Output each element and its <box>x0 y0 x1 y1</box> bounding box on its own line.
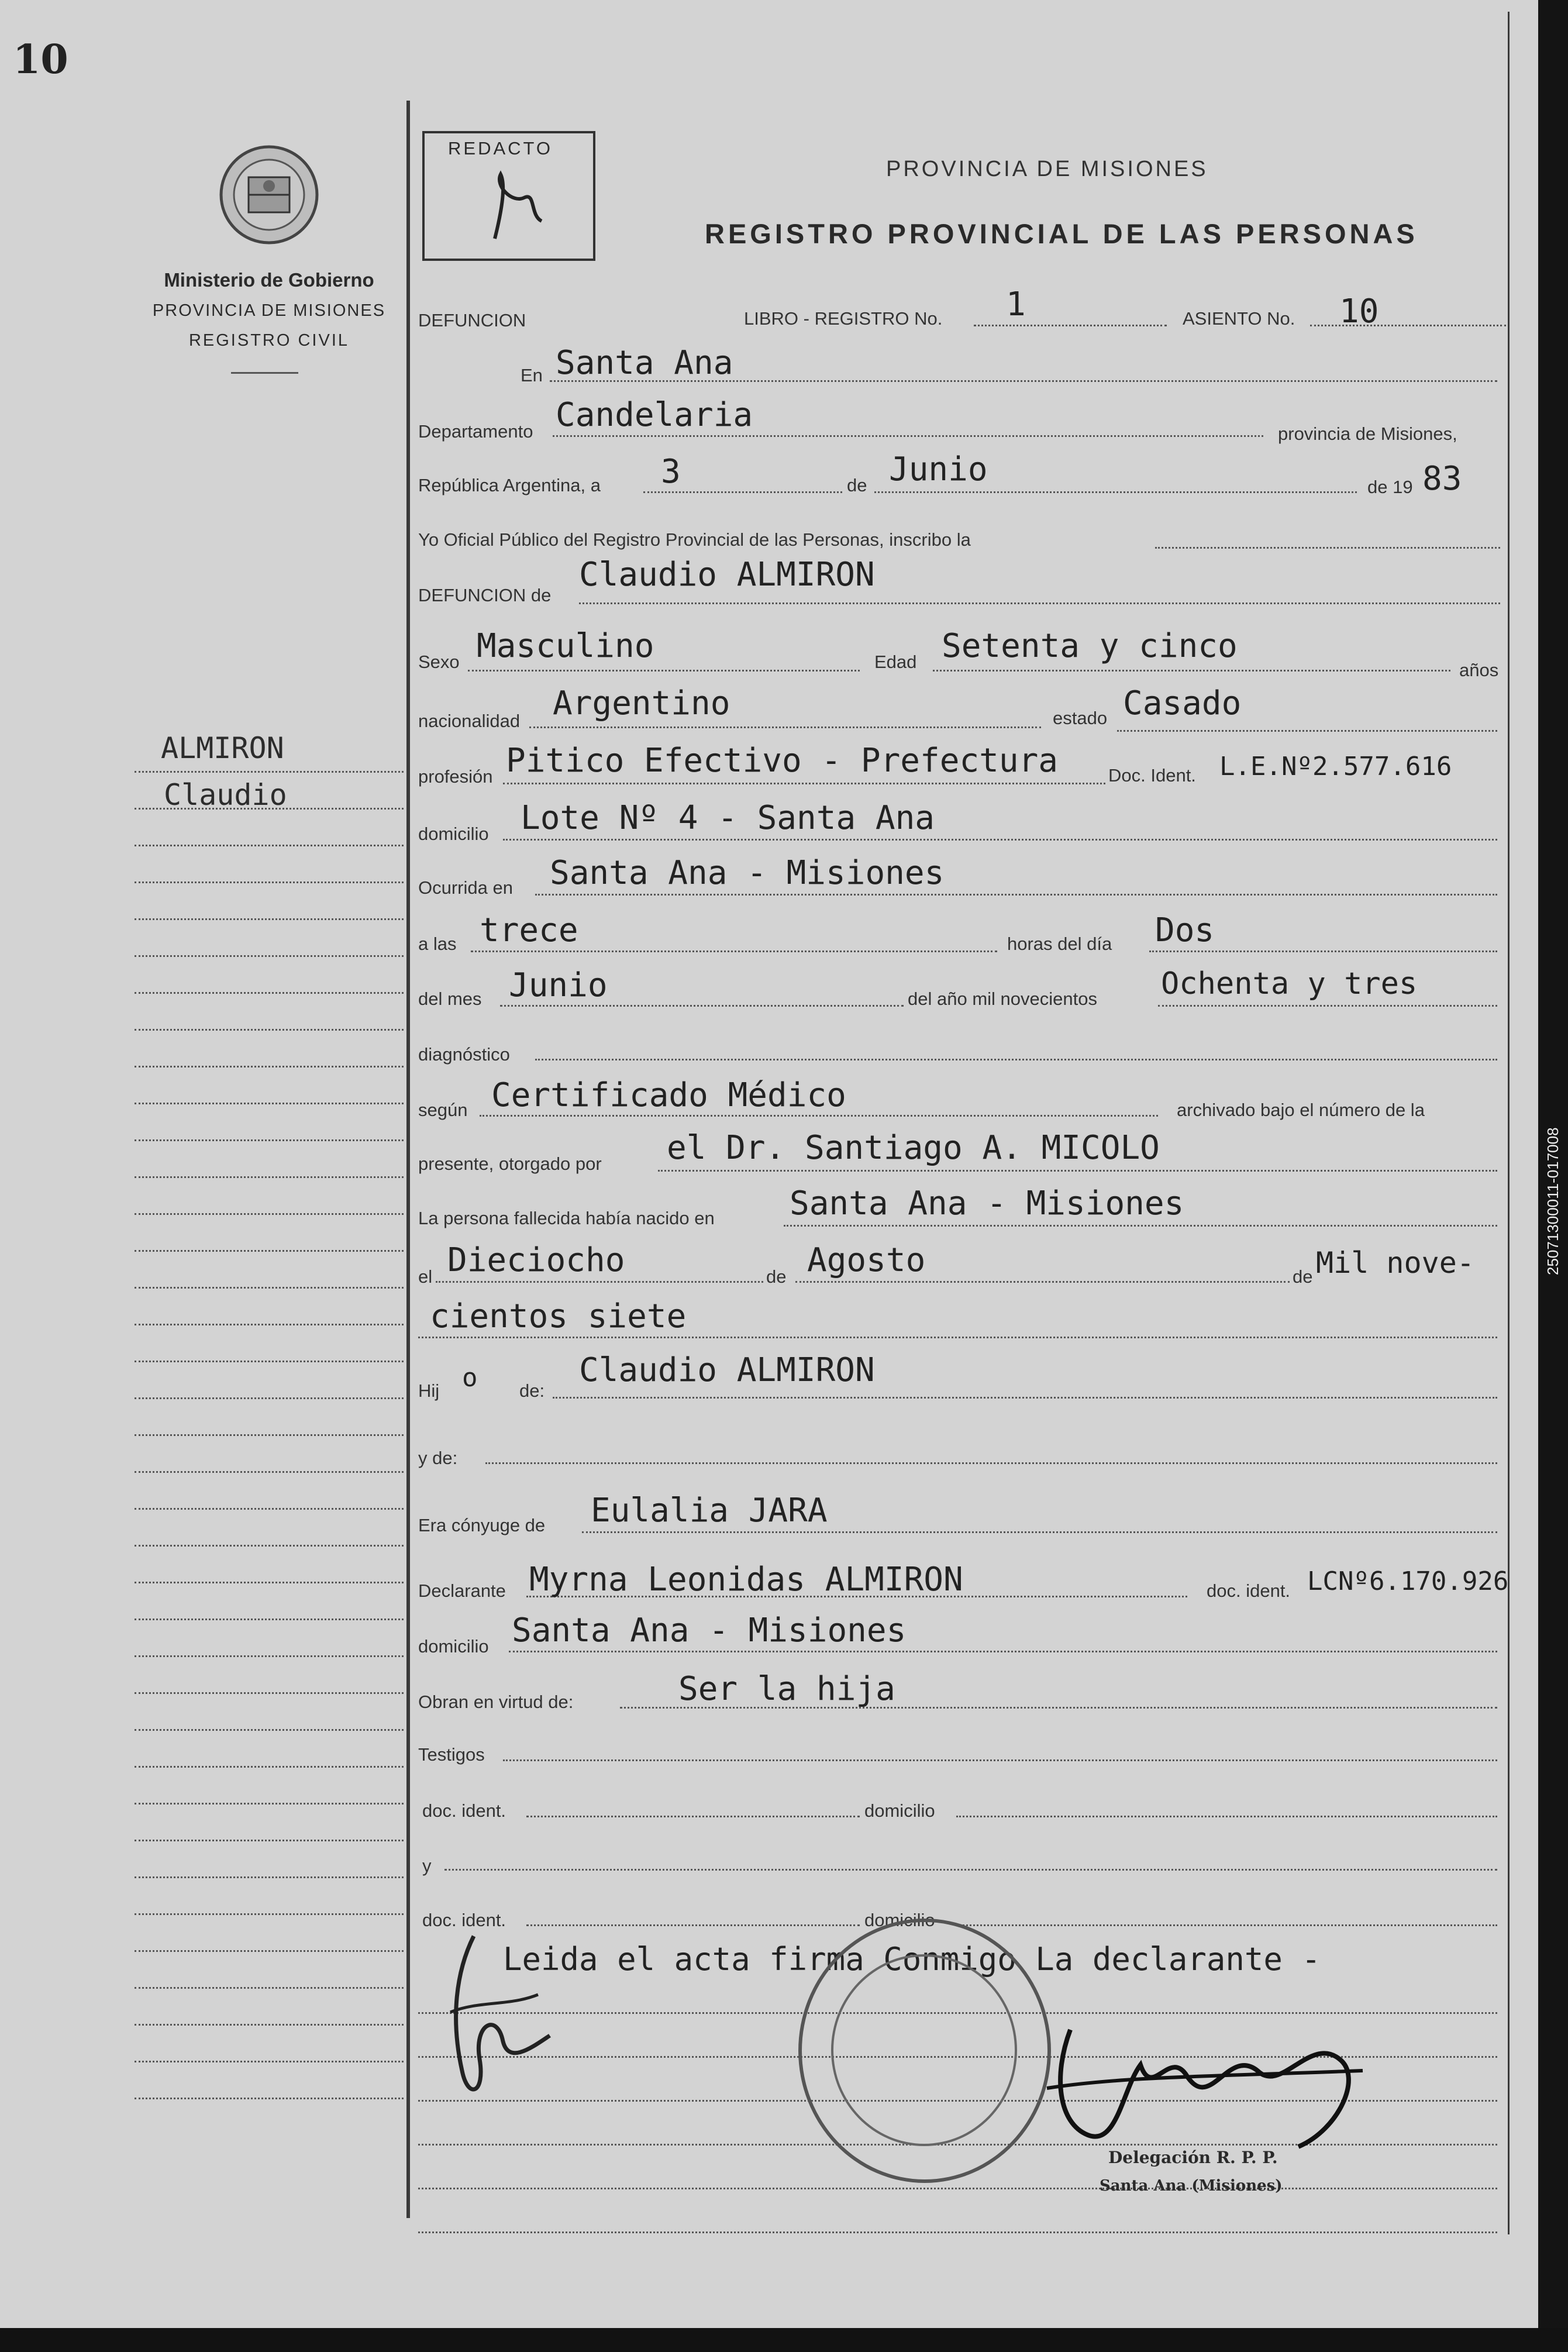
stub-line <box>135 1803 404 1805</box>
stub-line <box>135 955 404 957</box>
redacto-label: REDACTO <box>448 138 553 159</box>
redacto-box <box>422 131 595 261</box>
value-doc: L.E.Nº2.577.616 <box>1219 752 1452 781</box>
label-declarante-domicilio: domicilio <box>418 1636 489 1657</box>
value-hijo-suffix: o <box>462 1363 478 1393</box>
stub-line <box>135 1139 404 1141</box>
stub-line <box>135 2061 404 2062</box>
stub-line <box>135 771 404 773</box>
sidebar-registry: REGISTRO CIVIL <box>188 331 350 350</box>
dots-profesion <box>503 783 1105 784</box>
blank-line <box>418 2188 1497 2189</box>
dots-testigos <box>503 1759 1497 1761</box>
dots-departamento <box>553 435 1263 437</box>
dots-edad <box>933 670 1450 671</box>
label-testigo1-doc: doc. ident. <box>422 1800 506 1821</box>
stub-line <box>135 1766 404 1768</box>
label-sexo: Sexo <box>418 652 460 672</box>
value-libro: 1 <box>1006 285 1026 323</box>
page-number: 10 <box>13 36 68 83</box>
label-asiento: ASIENTO No. <box>1183 308 1295 329</box>
stub-line <box>135 1066 404 1067</box>
label-conyuge: Era cónyuge de <box>418 1515 546 1535</box>
label-de-19: de 19 <box>1367 477 1413 497</box>
label-testigo1-domicilio: domicilio <box>864 1800 935 1821</box>
label-nac-de-2: de <box>1293 1266 1313 1287</box>
right-margin-line <box>1508 12 1510 2234</box>
dots-ocurrida <box>535 894 1497 896</box>
value-sexo: Masculino <box>477 627 654 665</box>
label-diagnostico: diagnóstico <box>418 1044 510 1065</box>
label-nacionalidad: nacionalidad <box>418 711 521 731</box>
dots-dia <box>643 491 842 493</box>
value-conyuge: Eulalia JARA <box>591 1492 828 1530</box>
label-testigos: Testigos <box>418 1744 485 1765</box>
value-dia-muerte: Dos <box>1155 911 1215 949</box>
dots-ano-muerte <box>1158 1005 1497 1007</box>
label-provincia: provincia de Misiones, <box>1278 423 1457 444</box>
value-hora: trece <box>480 911 578 949</box>
stub-given-name: Claudio <box>164 778 287 812</box>
stub-line <box>135 1840 404 1841</box>
dots-dia-muerte <box>1149 951 1497 952</box>
dots-testigo2-domicilio <box>956 1924 1497 1926</box>
dots-mes <box>874 491 1357 493</box>
stub-line <box>135 1397 404 1399</box>
label-horas-del-dia: horas del día <box>1007 934 1112 954</box>
coat-of-arms-seal <box>216 139 322 256</box>
label-edad: Edad <box>874 652 917 672</box>
dots-diagnostico <box>535 1059 1497 1060</box>
closing-statement: Leida el acta firma Conmigo La declarante - <box>503 1941 1321 1978</box>
label-en: En <box>521 365 543 385</box>
label-republica-de: de <box>847 475 867 495</box>
stub-line <box>135 1729 404 1731</box>
dots-testigo1-domicilio <box>956 1816 1497 1817</box>
stub-line <box>135 1987 404 1989</box>
label-presente: presente, otorgado por <box>418 1153 602 1174</box>
label-domicilio: domicilio <box>418 824 489 844</box>
declarant-signature <box>433 1924 585 2112</box>
value-segun: Certificado Médico <box>491 1076 846 1114</box>
dots-domicilio <box>503 839 1497 841</box>
dots-estado <box>1117 730 1497 732</box>
label-ocurrida: Ocurrida en <box>418 877 513 898</box>
value-mes: Junio <box>889 450 988 488</box>
blank-line <box>418 2232 1497 2233</box>
dots-sexo <box>468 670 860 671</box>
value-declarante-domicilio: Santa Ana - Misiones <box>512 1611 907 1650</box>
stub-line <box>135 1508 404 1510</box>
value-ocurrida: Santa Ana - Misiones <box>550 854 945 892</box>
redacto-initials <box>477 163 565 250</box>
stub-divider-line <box>406 101 410 2218</box>
label-profesion: profesión <box>418 766 493 787</box>
label-libro: LIBRO - REGISTRO No. <box>744 308 943 329</box>
stub-line <box>135 1692 404 1694</box>
label-testigo2-doc: doc. ident. <box>422 1910 506 1930</box>
dots-nacido <box>784 1225 1497 1227</box>
value-domicilio: Lote Nº 4 - Santa Ana <box>521 799 935 837</box>
label-hij-de: de: <box>519 1380 545 1401</box>
stub-line <box>135 1582 404 1583</box>
dots-mes-muerte <box>500 1005 904 1007</box>
dots-yo-oficial <box>1155 547 1500 549</box>
value-ano: 83 <box>1422 460 1462 498</box>
stub-line <box>135 1361 404 1362</box>
stub-line <box>135 1250 404 1252</box>
sidebar-province: PROVINCIA DE MISIONES <box>152 301 386 320</box>
value-nac-mes: Agosto <box>807 1241 926 1279</box>
ministry-title: Ministerio de Gobierno <box>164 269 374 291</box>
header-province: PROVINCIA DE MISIONES <box>886 157 1208 181</box>
dots-conyuge <box>582 1531 1497 1533</box>
stub-line <box>135 1655 404 1657</box>
label-el: el <box>418 1266 433 1287</box>
label-del-ano: del año mil novecientos <box>908 989 1097 1009</box>
dots-declarante-domicilio <box>509 1651 1497 1652</box>
dots-libro <box>974 325 1167 326</box>
archive-code: 25071300011-017008 <box>1544 1127 1562 1275</box>
stub-line <box>135 1434 404 1436</box>
value-padre: Claudio ALMIRON <box>579 1351 875 1389</box>
stub-line <box>135 918 404 920</box>
dots-segun <box>480 1115 1158 1117</box>
stub-line <box>135 2098 404 2099</box>
stub-line <box>135 1324 404 1325</box>
value-profesion: Pitico Efectivo - Prefectura <box>506 742 1059 780</box>
stub-line <box>135 881 404 883</box>
label-defuncion: DEFUNCION <box>418 310 526 330</box>
stub-line <box>135 2024 404 2026</box>
dots-padre <box>553 1397 1497 1399</box>
value-declarante-doc: LCNº6.170.926 <box>1307 1566 1509 1596</box>
value-obran: Ser la hija <box>678 1670 895 1708</box>
label-segun: según <box>418 1100 468 1120</box>
official-stamp <box>798 1919 1051 2183</box>
dots-hora <box>471 951 997 952</box>
scan-border-bottom <box>0 2328 1568 2352</box>
label-y-de: y de: <box>418 1448 458 1468</box>
value-mes-muerte: Junio <box>509 966 608 1004</box>
stub-line <box>135 1545 404 1547</box>
label-hij: Hij <box>418 1380 440 1401</box>
value-departamento: Candelaria <box>556 396 753 434</box>
dots-nac-dia <box>436 1281 763 1283</box>
label-defuncion-de: DEFUNCION de <box>418 585 552 605</box>
value-nacido: Santa Ana - Misiones <box>790 1184 1184 1223</box>
stub-line <box>135 1950 404 1952</box>
stub-line <box>135 1876 404 1878</box>
dots-difunto <box>579 602 1500 604</box>
value-otorgado: el Dr. Santiago A. MICOLO <box>667 1129 1160 1167</box>
label-anos: años <box>1459 660 1499 680</box>
stub-line <box>135 1618 404 1620</box>
dots-testigo1-doc <box>526 1816 860 1817</box>
official-stamp-inner <box>831 1954 1017 2146</box>
stub-line <box>135 808 404 810</box>
value-difunto: Claudio ALMIRON <box>579 556 875 594</box>
dots-nac-mes <box>795 1281 1290 1283</box>
label-declarante: Declarante <box>418 1580 506 1601</box>
value-nac-ano-1: Mil nove- <box>1316 1246 1474 1280</box>
dots-testigo2 <box>444 1869 1497 1871</box>
stub-line <box>135 1471 404 1473</box>
label-y: y <box>422 1855 432 1876</box>
label-yo-oficial: Yo Oficial Público del Registro Provincial de las Personas, inscribo la <box>418 529 971 550</box>
stub-line <box>135 1029 404 1031</box>
stub-line <box>135 1287 404 1289</box>
dots-nac-ano-2 <box>418 1337 1497 1338</box>
value-declarante: Myrna Leonidas ALMIRON <box>529 1561 963 1599</box>
official-signature <box>1035 2012 1386 2164</box>
label-obran: Obran en virtud de: <box>418 1692 574 1712</box>
value-nac-dia: Dieciocho <box>447 1241 625 1279</box>
label-departamento: Departamento <box>418 421 533 442</box>
stub-line <box>135 1176 404 1178</box>
label-testigo2-domicilio: domicilio <box>864 1910 935 1930</box>
label-a-las: a las <box>418 934 457 954</box>
stub-line <box>135 1913 404 1915</box>
stub-line <box>135 992 404 994</box>
dots-nacionalidad <box>529 726 1041 728</box>
value-asiento: 10 <box>1339 292 1379 330</box>
label-republica: República Argentina, a <box>418 475 601 495</box>
stub-line <box>135 845 404 846</box>
value-dia: 3 <box>661 453 681 491</box>
value-estado: Casado <box>1123 684 1242 722</box>
stub-line <box>135 1213 404 1215</box>
official-title: Delegación R. P. P. <box>1108 2148 1278 2167</box>
value-ano-muerte: Ochenta y tres <box>1161 966 1418 1001</box>
sidebar-rule <box>231 372 298 374</box>
stub-line <box>135 1103 404 1104</box>
value-en: Santa Ana <box>556 344 733 382</box>
label-doc-ident: Doc. Ident. <box>1108 765 1196 786</box>
dots-otorgado <box>658 1170 1497 1172</box>
value-nacionalidad: Argentino <box>553 684 730 722</box>
value-edad: Setenta y cinco <box>942 627 1238 665</box>
label-nacido: La persona fallecida había nacido en <box>418 1208 715 1228</box>
header-title: REGISTRO PROVINCIAL DE LAS PERSONAS <box>705 218 1418 249</box>
label-declarante-doc: doc. ident. <box>1207 1580 1291 1601</box>
label-nac-de-1: de <box>766 1266 787 1287</box>
official-place: Santa Ana (Misiones) <box>1100 2177 1283 2195</box>
dots-madre <box>485 1462 1497 1464</box>
stub-surname: ALMIRON <box>161 731 284 765</box>
label-estado: estado <box>1053 708 1108 728</box>
label-archivado: archivado bajo el número de la <box>1177 1100 1425 1120</box>
value-nac-ano-2: cientos siete <box>430 1297 687 1335</box>
label-del-mes: del mes <box>418 989 482 1009</box>
